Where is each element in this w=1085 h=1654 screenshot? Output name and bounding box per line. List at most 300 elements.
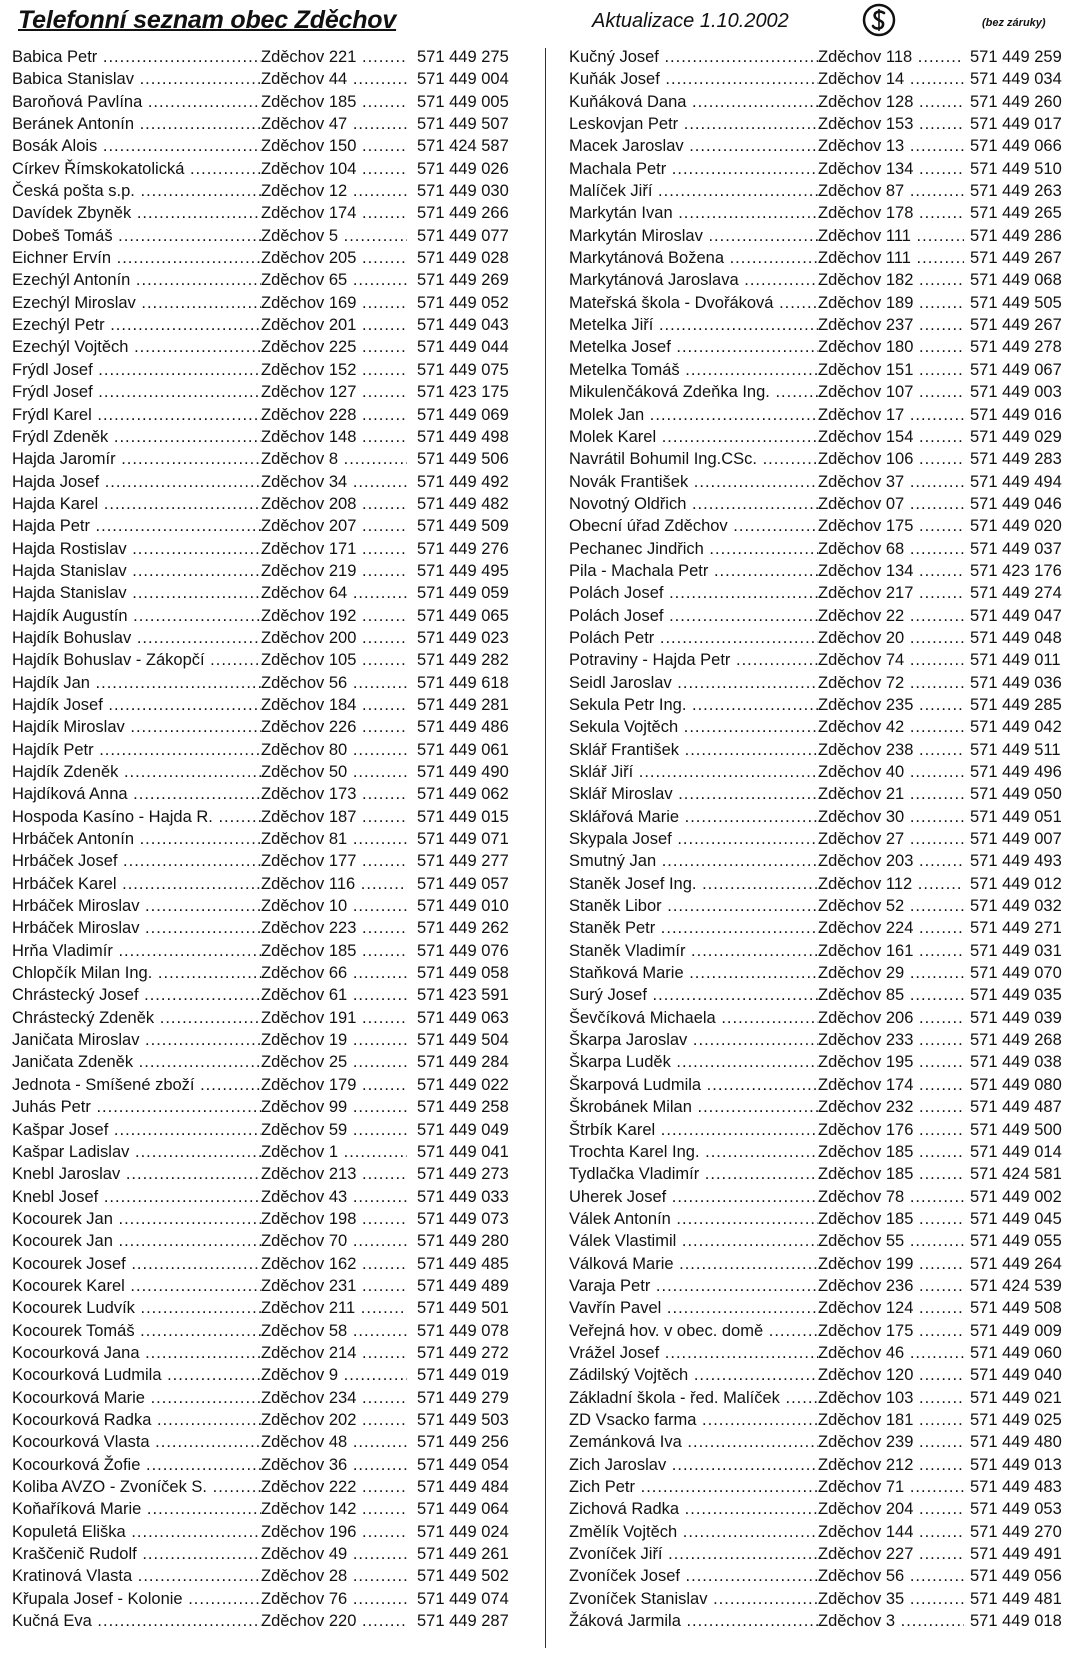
- directory-entry: [12, 1007, 532, 1029]
- entry-phone: 571 449 256: [415, 1431, 509, 1453]
- entry-address: Zděchov 213 .....: [261, 1163, 407, 1185]
- directory-entry: [12, 68, 532, 90]
- entry-address: Zděchov 103 .....: [818, 1387, 964, 1409]
- entry-address: Zděchov 19 .....: [261, 1029, 407, 1051]
- entry-name: Eichner Ervín .....: [12, 247, 262, 269]
- directory-entry: [569, 269, 1085, 291]
- entry-name: Ezechýl Antonín .....: [12, 269, 262, 291]
- disclaimer: (bez záruky): [982, 17, 1046, 29]
- entry-address: Zděchov 85 .....: [818, 984, 964, 1006]
- directory-entry: [12, 1521, 532, 1543]
- entry-name: Hrbáček Karel .....: [12, 873, 262, 895]
- entry-address: Zděchov 21 .....: [818, 783, 964, 805]
- entry-phone: 571 449 045: [968, 1208, 1062, 1230]
- entry-name: Pechanec Jindřich .....: [569, 538, 819, 560]
- entry-address: Zděchov 64 .....: [261, 582, 407, 604]
- entry-phone: 571 449 066: [968, 135, 1062, 157]
- entry-phone: 571 449 057: [415, 873, 509, 895]
- directory-entry: [12, 515, 532, 537]
- directory-entry: [569, 761, 1085, 783]
- entry-address: Zděchov 42 .....: [818, 716, 964, 738]
- entry-name: Hajda Karel .....: [12, 493, 262, 515]
- entry-address: Zděchov 236 .....: [818, 1275, 964, 1297]
- entry-name: Chrástecký Zdeněk .....: [12, 1007, 262, 1029]
- entry-address: Zděchov 107 .....: [818, 381, 964, 403]
- entry-address: Zděchov 179 .....: [261, 1074, 407, 1096]
- entry-phone: 571 449 508: [968, 1297, 1062, 1319]
- directory-entry: [569, 1521, 1085, 1543]
- entry-phone: 571 449 070: [968, 962, 1062, 984]
- entry-name: Ezechýl Miroslav .....: [12, 292, 262, 314]
- entry-phone: 571 449 287: [415, 1610, 509, 1632]
- entry-address: Zděchov 112 .....: [818, 873, 964, 895]
- directory-entry: [569, 627, 1085, 649]
- entry-address: Zděchov 43 .....: [261, 1186, 407, 1208]
- directory-entry: [12, 1253, 532, 1275]
- directory-entry: [12, 180, 532, 202]
- entry-phone: 571 449 075: [415, 359, 509, 381]
- entry-phone: 571 449 487: [968, 1096, 1062, 1118]
- left-column: [12, 46, 532, 1632]
- directory-entry: [569, 1610, 1085, 1632]
- entry-address: Zděchov 185 .....: [818, 1141, 964, 1163]
- entry-name: Církev Římskokatolická .....: [12, 158, 262, 180]
- entry-phone: 571 449 262: [415, 917, 509, 939]
- entry-address: Zděchov 238 .....: [818, 739, 964, 761]
- directory-entry: [12, 739, 532, 761]
- entry-name: Ezechýl Petr .....: [12, 314, 262, 336]
- entry-address: Zděchov 80 .....: [261, 739, 407, 761]
- entry-address: Zděchov 118 .....: [818, 46, 964, 68]
- entry-address: Zděchov 154 .....: [818, 426, 964, 448]
- directory-entry: [12, 1297, 532, 1319]
- directory-entry: [569, 471, 1085, 493]
- update-date: Aktualizace 1.10.2002: [592, 10, 789, 32]
- directory-entry: [12, 873, 532, 895]
- entry-name: Vrážel Josef .....: [569, 1342, 819, 1364]
- entry-phone: 571 449 061: [415, 739, 509, 761]
- entry-name: Frýdl Zdeněk .....: [12, 426, 262, 448]
- directory-entry: [569, 426, 1085, 448]
- entry-name: Leskovjan Petr .....: [569, 113, 819, 135]
- entry-phone: 571 449 010: [415, 895, 509, 917]
- entry-address: Zděchov 174 .....: [818, 1074, 964, 1096]
- directory-entry: [569, 605, 1085, 627]
- entry-name: Mikulenčáková Zdeňka Ing. .....: [569, 381, 819, 403]
- entry-phone: 571 449 069: [415, 404, 509, 426]
- directory-entry: [12, 336, 532, 358]
- entry-address: Zděchov 12 .....: [261, 180, 407, 202]
- entry-address: Zděchov 199 .....: [818, 1253, 964, 1275]
- entry-phone: 571 449 052: [415, 292, 509, 314]
- entry-address: Zděchov 200 .....: [261, 627, 407, 649]
- entry-address: Zděchov 227 .....: [818, 1543, 964, 1565]
- entry-address: Zděchov 195 .....: [818, 1051, 964, 1073]
- entry-address: Zděchov 181 .....: [818, 1409, 964, 1431]
- directory-entry: [569, 1387, 1085, 1409]
- entry-name: Davídek Zbyněk .....: [12, 202, 262, 224]
- entry-phone: 571 449 267: [968, 314, 1062, 336]
- entry-phone: 571 449 042: [968, 716, 1062, 738]
- entry-address: Zděchov 185 .....: [261, 940, 407, 962]
- entry-address: Zděchov 70 .....: [261, 1230, 407, 1252]
- entry-name: Kocourek Tomáš .....: [12, 1320, 262, 1342]
- entry-name: Staněk Vladimír .....: [569, 940, 819, 962]
- entry-name: Frýdl Josef .....: [12, 381, 262, 403]
- entry-phone: 571 449 065: [415, 605, 509, 627]
- entry-phone: 571 449 483: [968, 1476, 1062, 1498]
- entry-address: Zděchov 207 .....: [261, 515, 407, 537]
- entry-phone: 571 449 511: [968, 739, 1061, 761]
- entry-address: Zděchov 217 .....: [818, 582, 964, 604]
- entry-name: Metelka Tomáš .....: [569, 359, 819, 381]
- entry-name: Kocourková Radka .....: [12, 1409, 262, 1431]
- entry-address: Zděchov 191 .....: [261, 1007, 407, 1029]
- entry-phone: 571 449 024: [415, 1521, 509, 1543]
- entry-phone: 571 449 012: [968, 873, 1062, 895]
- directory-entry: [569, 1186, 1085, 1208]
- entry-phone: 571 449 051: [968, 806, 1062, 828]
- entry-address: Zděchov 116 .....: [261, 873, 407, 895]
- directory-entry: [569, 940, 1085, 962]
- entry-name: Zvoníček Stanislav .....: [569, 1588, 819, 1610]
- entry-phone: 571 449 036: [968, 672, 1062, 694]
- entry-address: Zděchov 185 .....: [818, 1208, 964, 1230]
- entry-name: Hajda Jaromír .....: [12, 448, 262, 470]
- entry-name: Metelka Jiří .....: [569, 314, 819, 336]
- directory-entry: [12, 1588, 532, 1610]
- entry-address: Zděchov 208 .....: [261, 493, 407, 515]
- directory-entry: [12, 672, 532, 694]
- entry-name: Zádilský Vojtěch .....: [569, 1364, 819, 1386]
- entry-name: Vavřín Pavel .....: [569, 1297, 819, 1319]
- entry-name: Veřejná hov. v obec. domě .....: [569, 1320, 819, 1342]
- entry-phone: 571 449 015: [415, 806, 509, 828]
- directory-entry: [12, 1476, 532, 1498]
- entry-phone: 571 449 492: [415, 471, 509, 493]
- entry-phone: 571 449 269: [415, 269, 509, 291]
- entry-address: Zděchov 07 .....: [818, 493, 964, 515]
- entry-name: Juhás Petr .....: [12, 1096, 262, 1118]
- entry-phone: 571 449 047: [968, 605, 1062, 627]
- entry-address: Zděchov 153 .....: [818, 113, 964, 135]
- entry-address: Zděchov 74 .....: [818, 649, 964, 671]
- entry-phone: 571 449 020: [968, 515, 1062, 537]
- entry-phone: 571 449 618: [415, 672, 509, 694]
- entry-address: Zděchov 184 .....: [261, 694, 407, 716]
- entry-phone: 571 449 265: [968, 202, 1062, 224]
- directory-entry: [12, 806, 532, 828]
- directory-entry: [569, 1007, 1085, 1029]
- entry-address: Zděchov 127 .....: [261, 381, 407, 403]
- directory-entry: [12, 560, 532, 582]
- entry-address: Zděchov 142 .....: [261, 1498, 407, 1520]
- directory-entry: [569, 649, 1085, 671]
- directory-entry: [569, 515, 1085, 537]
- entry-phone: 571 449 017: [968, 113, 1062, 135]
- entry-name: Hajda Rostislav .....: [12, 538, 262, 560]
- entry-phone: 571 449 494: [968, 471, 1062, 493]
- entry-address: Zděchov 187 .....: [261, 806, 407, 828]
- entry-name: Hajdík Jan .....: [12, 672, 262, 694]
- entry-phone: 571 449 259: [968, 46, 1062, 68]
- directory-entry: [12, 850, 532, 872]
- entry-name: Štrbík Karel .....: [569, 1119, 819, 1141]
- directory-entry: [12, 582, 532, 604]
- entry-phone: 571 449 258: [415, 1096, 509, 1118]
- entry-phone: 571 423 175: [415, 381, 509, 403]
- entry-name: Kocourková Jana .....: [12, 1342, 262, 1364]
- directory-entry: [569, 359, 1085, 381]
- directory-entry: [569, 806, 1085, 828]
- entry-name: Kašpar Josef .....: [12, 1119, 262, 1141]
- entry-name: Hajdík Zdeněk .....: [12, 761, 262, 783]
- entry-address: Zděchov 81 .....: [261, 828, 407, 850]
- entry-phone: 571 449 053: [968, 1498, 1062, 1520]
- entry-name: Polách Josef .....: [569, 582, 819, 604]
- directory-entry: [569, 672, 1085, 694]
- entry-address: Zděchov 211 .....: [261, 1297, 407, 1319]
- directory-entry: [569, 850, 1085, 872]
- entry-name: Základní škola - řed. Malíček .....: [569, 1387, 819, 1409]
- entry-address: Zděchov 28 .....: [261, 1565, 407, 1587]
- entry-phone: 571 449 007: [968, 828, 1062, 850]
- directory-entry: [12, 1610, 532, 1632]
- entry-name: Hajda Petr .....: [12, 515, 262, 537]
- entry-name: Hrbáček Miroslav .....: [12, 917, 262, 939]
- directory-entry: [12, 1342, 532, 1364]
- entry-address: Zděchov 201 .....: [261, 314, 407, 336]
- directory-entry: [12, 404, 532, 426]
- entry-name: Hajdík Petr .....: [12, 739, 262, 761]
- entry-address: Zděchov 198 .....: [261, 1208, 407, 1230]
- entry-address: Zděchov 124 .....: [818, 1297, 964, 1319]
- directory-entry: [12, 895, 532, 917]
- entry-phone: 571 449 054: [415, 1454, 509, 1476]
- entry-address: Zděchov 128 .....: [818, 91, 964, 113]
- directory-entry: [12, 1051, 532, 1073]
- directory-entry: [569, 962, 1085, 984]
- entry-address: Zděchov 66 .....: [261, 962, 407, 984]
- entry-name: Knebl Josef .....: [12, 1186, 262, 1208]
- directory-entry: [12, 1454, 532, 1476]
- entry-address: Zděchov 56 .....: [818, 1565, 964, 1587]
- entry-address: Zděchov 55 .....: [818, 1230, 964, 1252]
- entry-name: Potraviny - Hajda Petr .....: [569, 649, 819, 671]
- directory-entry: [569, 314, 1085, 336]
- directory-entry: [12, 694, 532, 716]
- entry-name: Janičata Zdeněk .....: [12, 1051, 262, 1073]
- entry-phone: 571 449 037: [968, 538, 1062, 560]
- entry-address: Zděchov 233 .....: [818, 1029, 964, 1051]
- directory-entry: [12, 91, 532, 113]
- directory-entry: [569, 739, 1085, 761]
- directory-entry: [12, 314, 532, 336]
- directory-entry: [12, 247, 532, 269]
- entry-name: Žáková Jarmila .....: [569, 1610, 819, 1632]
- entry-name: Hajda Josef .....: [12, 471, 262, 493]
- entry-phone: 571 449 503: [415, 1409, 509, 1431]
- entry-address: Zděchov 151 .....: [818, 359, 964, 381]
- directory-entry: [569, 1565, 1085, 1587]
- entry-address: Zděchov 9 .....: [261, 1364, 407, 1386]
- entry-phone: 571 449 038: [968, 1051, 1062, 1073]
- entry-phone: 571 449 028: [415, 247, 509, 269]
- entry-address: Zděchov 176 .....: [818, 1119, 964, 1141]
- entry-name: Polách Josef .....: [569, 605, 819, 627]
- entry-name: Novotný Oldřich .....: [569, 493, 819, 515]
- entry-name: Sklář Jiří .....: [569, 761, 819, 783]
- entry-address: Zděchov 225 .....: [261, 336, 407, 358]
- entry-phone: 571 424 587: [415, 135, 509, 157]
- entry-phone: 571 449 018: [968, 1610, 1062, 1632]
- entry-name: Seidl Jaroslav .....: [569, 672, 819, 694]
- entry-phone: 571 449 043: [415, 314, 509, 336]
- entry-address: Zděchov 20 .....: [818, 627, 964, 649]
- entry-name: ZD Vsacko farma .....: [569, 1409, 819, 1431]
- entry-name: Markytánová Božena .....: [569, 247, 819, 269]
- directory-entry: [569, 1029, 1085, 1051]
- entry-name: Polách Petr .....: [569, 627, 819, 649]
- directory-entry: [569, 1320, 1085, 1342]
- page-header: [0, 0, 1085, 44]
- entry-phone: 571 449 496: [968, 761, 1062, 783]
- entry-address: Zděchov 224 .....: [818, 917, 964, 939]
- entry-phone: 571 449 035: [968, 984, 1062, 1006]
- directory-entry: [569, 1275, 1085, 1297]
- entry-name: Hrňa Vladimír .....: [12, 940, 262, 962]
- entry-address: Zděchov 202 .....: [261, 1409, 407, 1431]
- entry-address: Zděchov 72 .....: [818, 672, 964, 694]
- directory-entry: [12, 1498, 532, 1520]
- entry-name: Bosák Alois .....: [12, 135, 262, 157]
- entry-address: Zděchov 144 .....: [818, 1521, 964, 1543]
- entry-name: Knebl Jaroslav .....: [12, 1163, 262, 1185]
- entry-address: Zděchov 232 .....: [818, 1096, 964, 1118]
- entry-phone: 571 449 029: [968, 426, 1062, 448]
- entry-address: Zděchov 221 .....: [261, 46, 407, 68]
- entry-phone: 571 449 071: [415, 828, 509, 850]
- entry-name: Surý Josef .....: [569, 984, 819, 1006]
- directory-entry: [569, 582, 1085, 604]
- directory-entry: [12, 1029, 532, 1051]
- entry-address: Zděchov 104 .....: [261, 158, 407, 180]
- directory-entry: [569, 917, 1085, 939]
- directory-entry: [569, 895, 1085, 917]
- directory-entry: [569, 493, 1085, 515]
- directory-entry: [569, 873, 1085, 895]
- entry-phone: 571 449 271: [968, 917, 1062, 939]
- entry-phone: 571 449 026: [415, 158, 509, 180]
- entry-name: Kuňák Josef .....: [569, 68, 819, 90]
- directory-entry: [12, 783, 532, 805]
- directory-entry: [569, 716, 1085, 738]
- entry-address: Zděchov 205 .....: [261, 247, 407, 269]
- directory-entry: [12, 359, 532, 381]
- entry-phone: 571 449 489: [415, 1275, 509, 1297]
- directory-entry: [12, 135, 532, 157]
- entry-name: Frýdl Karel .....: [12, 404, 262, 426]
- entry-address: Zděchov 174 .....: [261, 202, 407, 224]
- entry-phone: 571 449 064: [415, 1498, 509, 1520]
- entry-name: Hospoda Kasíno - Hajda R. .....: [12, 806, 262, 828]
- entry-phone: 571 449 080: [968, 1074, 1062, 1096]
- entry-address: Zděchov 171 .....: [261, 538, 407, 560]
- directory-entry: [12, 158, 532, 180]
- entry-address: Zděchov 22 .....: [818, 605, 964, 627]
- entry-name: Novák František .....: [569, 471, 819, 493]
- directory-entry: [12, 1074, 532, 1096]
- entry-address: Zděchov 134 .....: [818, 560, 964, 582]
- entry-phone: 571 449 044: [415, 336, 509, 358]
- directory-entry: [569, 1051, 1085, 1073]
- entry-phone: 571 449 504: [415, 1029, 509, 1051]
- entry-name: Zichová Radka .....: [569, 1498, 819, 1520]
- entry-address: Zděchov 71 .....: [818, 1476, 964, 1498]
- directory-entry: [569, 202, 1085, 224]
- entry-phone: 571 449 040: [968, 1364, 1062, 1386]
- entry-name: Kratinová Vlasta .....: [12, 1565, 262, 1587]
- entry-phone: 571 449 058: [415, 962, 509, 984]
- entry-name: Machala Petr .....: [569, 158, 819, 180]
- entry-address: Zděchov 111 .....: [818, 247, 964, 269]
- entry-name: Válková Marie .....: [569, 1253, 819, 1275]
- directory-entry: [12, 962, 532, 984]
- entry-address: Zděchov 177 .....: [261, 850, 407, 872]
- entry-phone: 571 449 480: [968, 1431, 1062, 1453]
- entry-name: Kučný Josef .....: [569, 46, 819, 68]
- directory-entry: [569, 1588, 1085, 1610]
- entry-address: Zděchov 161 .....: [818, 940, 964, 962]
- directory-entry: [569, 180, 1085, 202]
- entry-address: Zděchov 52 .....: [818, 895, 964, 917]
- directory-entry: [569, 1230, 1085, 1252]
- entry-address: Zděchov 206 .....: [818, 1007, 964, 1029]
- entry-address: Zděchov 65 .....: [261, 269, 407, 291]
- entry-phone: 571 449 030: [415, 180, 509, 202]
- entry-phone: 571 449 486: [415, 716, 509, 738]
- entry-address: Zděchov 220 .....: [261, 1610, 407, 1632]
- entry-name: Baroňová Pavlína .....: [12, 91, 262, 113]
- entry-phone: 571 449 268: [968, 1029, 1062, 1051]
- entry-name: Škarpa Luděk .....: [569, 1051, 819, 1073]
- entry-phone: 571 449 032: [968, 895, 1062, 917]
- entry-name: Kocourková Marie .....: [12, 1387, 262, 1409]
- entry-phone: 571 449 034: [968, 68, 1062, 90]
- directory-entry: [12, 627, 532, 649]
- entry-name: Mateřská škola - Dvořáková .....: [569, 292, 819, 314]
- entry-phone: 571 424 581: [968, 1163, 1062, 1185]
- entry-phone: 571 449 004: [415, 68, 509, 90]
- entry-phone: 571 449 263: [968, 180, 1062, 202]
- entry-name: Sekula Vojtěch .....: [569, 716, 819, 738]
- entry-address: Zděchov 36 .....: [261, 1454, 407, 1476]
- directory-entry: [12, 426, 532, 448]
- directory-entry: [569, 113, 1085, 135]
- entry-phone: 571 449 285: [968, 694, 1062, 716]
- entry-phone: 571 449 055: [968, 1230, 1062, 1252]
- entry-name: Kuňáková Dana .....: [569, 91, 819, 113]
- entry-address: Zděchov 235 .....: [818, 694, 964, 716]
- directory-entry: [569, 694, 1085, 716]
- entry-phone: 571 449 484: [415, 1476, 509, 1498]
- directory-entry: [12, 269, 532, 291]
- entry-address: Zděchov 204 .....: [818, 1498, 964, 1520]
- entry-phone: 571 449 068: [968, 269, 1062, 291]
- entry-phone: 571 449 286: [968, 225, 1062, 247]
- entry-phone: 571 449 485: [415, 1253, 509, 1275]
- directory-entry: [569, 91, 1085, 113]
